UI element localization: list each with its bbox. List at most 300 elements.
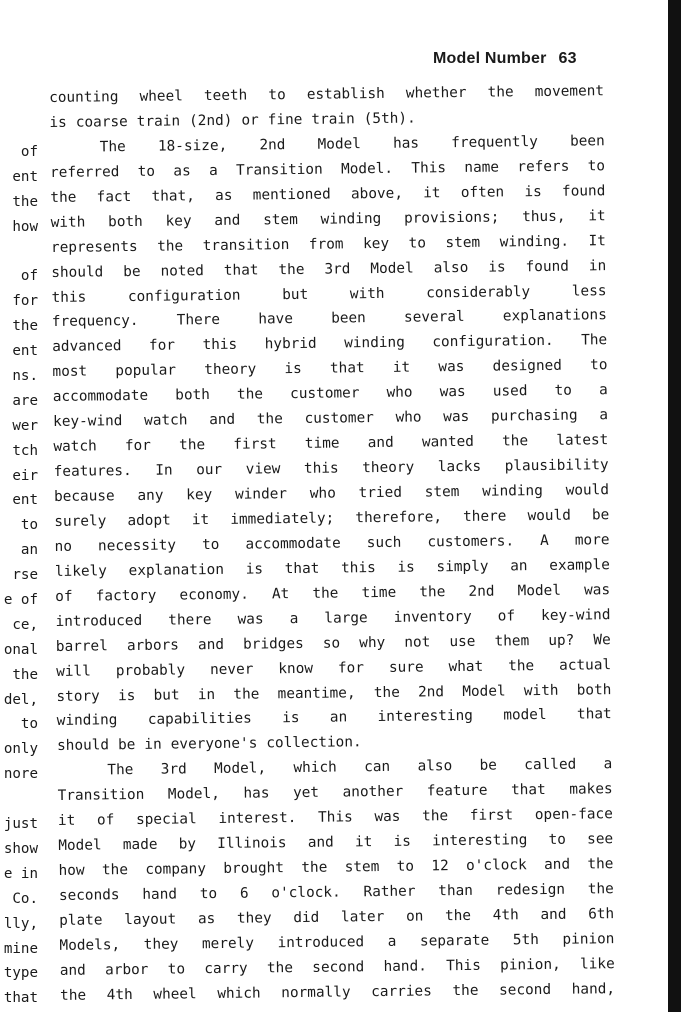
word: This <box>317 809 353 826</box>
scan-edge-shadow <box>668 0 681 1012</box>
word: immediately; <box>230 510 335 528</box>
word: the <box>452 982 479 999</box>
word: second <box>498 981 552 999</box>
word: and <box>214 212 241 229</box>
word: and <box>540 906 567 923</box>
word: above, <box>350 185 404 203</box>
word: hand, <box>571 980 616 998</box>
word: less <box>571 282 607 300</box>
word: transition <box>202 236 290 254</box>
word: the <box>278 261 305 278</box>
word: hand <box>142 886 178 903</box>
word: was <box>583 581 611 599</box>
word: for <box>124 437 152 455</box>
word: is <box>524 183 542 200</box>
word: establish <box>306 85 385 103</box>
word: never <box>209 661 254 678</box>
word: refers <box>517 158 570 176</box>
word: they <box>236 910 272 927</box>
word: to <box>587 158 606 175</box>
word: with <box>349 285 385 302</box>
word: hybrid <box>264 336 317 353</box>
word: an <box>510 558 528 575</box>
word: that <box>284 560 320 577</box>
word: know <box>278 660 314 677</box>
word: referred <box>49 163 120 181</box>
word: winding <box>320 210 382 228</box>
word: the <box>157 237 184 255</box>
word: a <box>289 610 299 627</box>
word: This <box>446 957 481 975</box>
word: both <box>108 213 143 230</box>
word: probably <box>115 661 186 679</box>
word: a <box>598 382 608 399</box>
word: yet <box>292 785 320 802</box>
word: who <box>309 485 336 502</box>
word: There <box>176 312 221 329</box>
word: another <box>342 783 404 801</box>
word: explanation <box>128 561 225 579</box>
word: be <box>479 757 497 775</box>
word: Model <box>370 260 414 277</box>
word: 18-size, <box>157 137 228 155</box>
word: would <box>565 482 610 499</box>
word: how <box>58 862 85 880</box>
word: adopt <box>127 512 171 530</box>
left-fragment-line: ent <box>12 492 38 509</box>
word: coarse <box>75 113 128 131</box>
word: stem <box>445 234 481 251</box>
left-fragment-line: just <box>3 816 38 833</box>
word: capabilities <box>147 711 252 729</box>
word: the <box>101 862 129 879</box>
page-number: 63 <box>558 50 577 67</box>
left-fragment-line: the <box>12 318 38 335</box>
word: bridges <box>242 635 304 653</box>
word: model <box>503 707 547 724</box>
word: Model <box>517 582 562 600</box>
word: 3rd <box>160 761 187 778</box>
word: winding <box>482 482 543 500</box>
word: to <box>408 235 427 252</box>
word: The <box>107 762 134 779</box>
word: like <box>579 955 615 973</box>
word: the <box>301 859 328 877</box>
word: represents <box>50 238 138 256</box>
word: there <box>168 611 212 629</box>
word: 2nd <box>259 136 286 154</box>
word: to <box>396 858 415 875</box>
word: was <box>443 409 470 426</box>
word: several <box>403 309 465 327</box>
word: fine <box>267 111 303 129</box>
running-header <box>433 50 577 68</box>
word: in <box>197 686 216 703</box>
word: was <box>438 359 465 376</box>
word: what <box>448 658 484 675</box>
word: simply <box>436 558 489 576</box>
left-fragment-line: the <box>12 666 38 683</box>
word: to <box>554 382 573 400</box>
word: customer <box>304 410 374 428</box>
word: the <box>501 433 529 450</box>
word: configuration. <box>432 333 554 351</box>
word: that <box>329 360 365 377</box>
word: can <box>364 759 391 776</box>
word: 3rd <box>324 260 351 278</box>
word: company <box>145 861 207 878</box>
word: frequently <box>451 133 538 151</box>
word: view <box>245 461 281 478</box>
word: was <box>439 384 466 401</box>
word: likely <box>54 563 108 580</box>
word: 6 <box>239 885 249 902</box>
word: also <box>417 758 453 775</box>
word: is <box>117 687 136 704</box>
word: train <box>311 111 355 128</box>
word: watch <box>53 438 97 456</box>
left-fragment-line: to <box>20 517 38 534</box>
word: the <box>587 856 614 873</box>
word: frequency. <box>51 313 139 331</box>
word: the <box>508 657 535 674</box>
word: 5th <box>512 931 539 949</box>
word: stem <box>344 859 380 876</box>
word: story <box>56 687 100 705</box>
word: so <box>322 635 341 652</box>
word: necessity <box>97 537 177 555</box>
word: the <box>256 411 283 428</box>
word: it <box>588 207 606 225</box>
word: any <box>137 487 164 504</box>
word: there <box>462 508 507 525</box>
word: and <box>197 636 225 653</box>
word: counting <box>49 89 119 106</box>
word: key <box>362 235 390 252</box>
word: Model <box>462 682 506 700</box>
word: carries <box>371 983 432 1000</box>
word: customer <box>290 385 360 403</box>
word: surely <box>54 513 107 530</box>
word: with <box>50 214 86 231</box>
word: to <box>137 163 156 180</box>
word: up? <box>548 632 575 649</box>
word: theory <box>362 459 415 477</box>
word: winding <box>56 712 118 730</box>
word: brought <box>223 860 285 877</box>
word: example <box>549 556 610 574</box>
left-fragment-line: nore <box>3 766 38 783</box>
word: that <box>510 782 546 799</box>
word: for <box>148 337 176 355</box>
word: It <box>588 232 606 250</box>
word: use <box>449 633 476 650</box>
word: second <box>312 959 365 976</box>
left-fragment-line <box>0 240 38 265</box>
word: the <box>587 881 614 898</box>
word: this <box>51 289 87 306</box>
word: Model <box>58 837 102 855</box>
word: Rather <box>363 883 416 901</box>
word: this <box>202 337 238 354</box>
word: This <box>411 159 447 177</box>
word: the <box>422 808 449 825</box>
word: winder <box>234 486 288 503</box>
word: from <box>308 236 344 253</box>
word: pinion, <box>500 956 561 974</box>
word: to <box>199 886 218 903</box>
word: everyone's <box>170 735 258 753</box>
word: whether <box>405 84 467 102</box>
word: 2nd <box>417 683 445 701</box>
word: the <box>266 959 294 977</box>
left-fragment-line <box>0 787 38 812</box>
left-fragment-line: the <box>12 193 38 210</box>
word: economy. <box>179 586 249 604</box>
word: a <box>208 162 218 179</box>
word: is <box>397 559 415 576</box>
word: it <box>57 812 76 830</box>
word: they <box>143 936 179 953</box>
word: both <box>576 681 612 699</box>
word: used <box>492 383 528 400</box>
word: later <box>340 908 385 926</box>
word: to <box>268 87 286 104</box>
word: not <box>404 634 431 651</box>
word: in <box>588 257 607 274</box>
word: designed <box>492 358 563 375</box>
word: considerably <box>426 283 531 301</box>
word: key <box>186 487 213 504</box>
word: wheel <box>153 986 197 1003</box>
word: Models, <box>59 937 121 954</box>
word: to <box>548 831 567 849</box>
word: a <box>599 407 609 424</box>
left-fragment-line: e of <box>3 592 38 609</box>
word: open-face <box>534 806 613 824</box>
word: o'clock <box>465 857 527 875</box>
left-column-fragments <box>0 140 38 1011</box>
word: found <box>525 258 569 275</box>
word: have <box>258 311 294 328</box>
word: time <box>361 584 397 601</box>
left-fragment-line: Co. <box>12 890 38 907</box>
word: movement <box>534 83 605 101</box>
word: to <box>201 536 220 554</box>
word: the <box>50 189 77 206</box>
word: most <box>52 363 88 381</box>
word: the <box>373 684 400 701</box>
left-fragment-line: onal <box>3 641 38 658</box>
word: and <box>209 411 236 429</box>
word: arbor <box>105 961 149 979</box>
word: name <box>464 159 500 176</box>
word: key <box>165 212 192 230</box>
word: popular <box>115 362 177 380</box>
word: sure <box>388 659 424 676</box>
word: is <box>284 361 302 378</box>
word: is <box>488 258 506 276</box>
word: plausibility <box>504 457 609 475</box>
word: Model <box>317 136 361 153</box>
word: been <box>569 133 605 150</box>
left-fragment-line: are <box>12 392 38 409</box>
word: be <box>591 507 610 524</box>
word: pinion <box>562 931 615 948</box>
word: Model, <box>214 760 267 778</box>
left-fragment-line: ce, <box>12 616 38 633</box>
word: both <box>175 387 210 404</box>
word: in <box>144 737 162 754</box>
word: of <box>497 608 516 625</box>
left-fragment-line: eir <box>12 467 38 484</box>
word: We <box>593 631 611 649</box>
word: seconds <box>58 887 120 904</box>
word: as <box>173 163 191 180</box>
word: barrel <box>55 637 108 655</box>
word: key-wind <box>53 413 123 431</box>
word: redesign <box>495 881 566 899</box>
word: accommodate <box>245 535 341 553</box>
word: 6th <box>588 906 615 923</box>
word: found <box>561 182 606 200</box>
word: as <box>197 910 216 928</box>
word: key-wind <box>541 606 611 624</box>
word: such <box>366 534 402 552</box>
word: Transition <box>57 787 145 805</box>
word: 4th <box>492 907 519 924</box>
word: explanations <box>502 307 607 325</box>
word: is <box>393 833 411 850</box>
left-fragment-line: to <box>20 716 38 733</box>
word: teeth <box>203 87 248 105</box>
word: wheel <box>139 88 183 105</box>
word: the <box>236 386 264 403</box>
word: first <box>233 436 277 453</box>
word: In <box>155 462 173 479</box>
word: which <box>293 759 337 777</box>
word: will <box>56 663 91 680</box>
left-fragment-line: mine <box>3 940 38 957</box>
word: or <box>241 112 259 129</box>
word: and <box>59 962 86 979</box>
left-fragment-line: for <box>12 293 38 310</box>
word: should <box>56 737 110 755</box>
word: of <box>96 812 115 829</box>
word: be <box>117 737 136 754</box>
word: our <box>196 461 223 479</box>
word: been <box>331 310 366 328</box>
word: stem <box>263 211 298 229</box>
word: should <box>51 263 104 281</box>
left-fragment-line: rse <box>12 567 38 584</box>
word: the <box>487 84 514 101</box>
word: why <box>359 634 386 651</box>
word: (5th). <box>363 110 416 128</box>
word: to <box>590 357 608 374</box>
word: because <box>53 488 115 505</box>
word: it <box>423 184 441 202</box>
word: merely <box>201 935 255 953</box>
word: of <box>55 588 73 605</box>
word: first <box>469 807 514 825</box>
word: this <box>340 559 376 577</box>
word: and <box>367 434 394 452</box>
word: noted <box>160 262 204 280</box>
word: the <box>444 907 472 925</box>
word: to <box>167 961 186 978</box>
left-fragment-line: of <box>20 144 38 160</box>
word: that <box>223 262 259 279</box>
word: provisions; <box>403 209 500 227</box>
word: an <box>329 709 348 727</box>
word: purchasing <box>490 407 578 425</box>
word: the <box>179 437 206 454</box>
word: a <box>387 933 397 950</box>
word: features. <box>53 463 132 481</box>
word: advanced <box>52 338 122 356</box>
word: accommodate <box>52 388 149 406</box>
word: configuration <box>127 287 241 305</box>
word: time <box>304 435 340 453</box>
word: than <box>438 882 474 900</box>
word: layout <box>124 911 177 929</box>
word: fact <box>96 188 132 206</box>
word: made <box>122 836 158 854</box>
word: and <box>543 856 571 874</box>
left-fragment-line: that <box>3 990 38 1007</box>
left-fragment-line: type <box>3 965 38 982</box>
word: the <box>60 987 87 1004</box>
left-fragment-line: only <box>3 741 38 758</box>
word: is <box>49 114 67 131</box>
word: by <box>178 836 197 853</box>
word: meantime, <box>277 684 356 702</box>
left-fragment-line: of <box>20 268 38 285</box>
word: interest. <box>218 810 297 828</box>
left-fragment-line: tch <box>12 442 38 459</box>
word: called <box>524 756 577 774</box>
word: The <box>581 332 608 349</box>
word: (2nd) <box>188 112 233 130</box>
word: is <box>245 561 264 578</box>
word: more <box>574 532 610 549</box>
word: arbors <box>126 637 180 654</box>
word: Model. <box>340 160 394 178</box>
word: o'clock. <box>271 884 341 902</box>
word: is <box>282 710 300 727</box>
word: plate <box>59 912 103 929</box>
word: The <box>99 138 126 156</box>
word: the <box>312 585 339 602</box>
left-fragment-line: lly, <box>3 915 38 932</box>
word: theory <box>204 361 257 379</box>
word: hand. <box>383 958 427 975</box>
word: a <box>603 756 613 773</box>
word: thus, <box>522 208 566 225</box>
word: wanted <box>421 433 474 451</box>
word: large <box>324 609 368 627</box>
word: it <box>392 359 411 377</box>
word: inventory <box>393 608 472 626</box>
word: that, <box>151 187 195 205</box>
word: actual <box>559 656 612 674</box>
word: 4th <box>106 986 133 1004</box>
word: it <box>354 834 373 851</box>
word: who <box>395 409 422 426</box>
word: winding. <box>499 233 570 251</box>
word: interesting <box>431 832 528 850</box>
